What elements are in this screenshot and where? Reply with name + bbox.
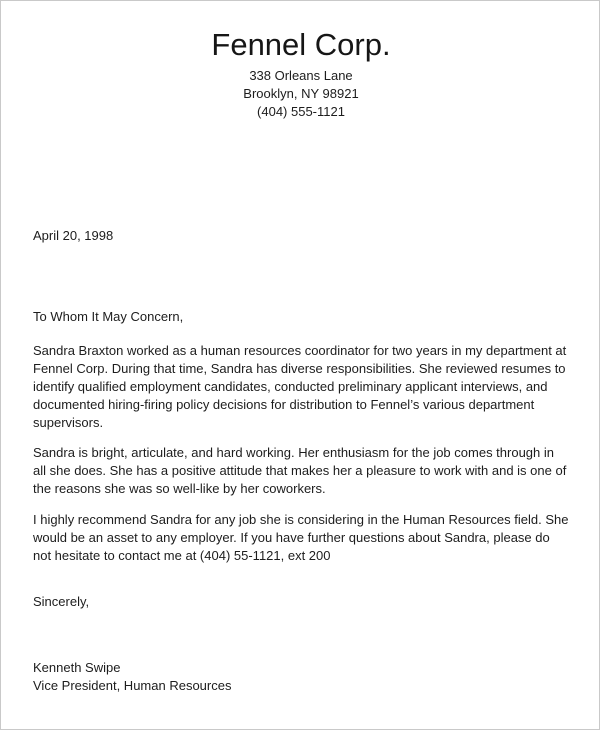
signature-title: Vice President, Human Resources [33,678,232,693]
letter-content [1,1,599,695]
body-paragraph-2: Sandra is bright, articulate, and hard working. Her enthusiasm for the job comes through in all she does. She has a positive attitude that makes her a pleasure to work with and is one of the reasons she was so well-like by her coworkers. [33,445,567,496]
signature-name: Kenneth Swipe [33,660,121,675]
salutation: To Whom It May Concern, [33,309,184,324]
letterhead-phone: (404) 555-1121 [257,104,345,119]
letterhead-address-block [33,67,569,121]
letterhead-street: 338 Orleans Lane [249,68,353,83]
letter-date: April 20, 1998 [33,228,114,243]
closing: Sincerely, [33,594,90,609]
body-paragraph-1: Sandra Braxton worked as a human resources coordinator for two years in my department at Fennel Corp. During that time, Sandra has diverse responsibilities. She reviewed resumes to identify qualified employment candidates, conducted preliminary applicant interviews, and documented hiring-firing policy decisions for distribution to Fennel’s various department supervisors. [33,343,567,430]
company-name: Fennel Corp. [211,27,391,62]
letterhead-city-state-zip: Brooklyn, NY 98921 [243,86,359,101]
body-paragraph-3: I highly recommend Sandra for any job she is considering in the Human Resources field. She would be an asset to any employer. If you have further questions about Sandra, please do not hesitate to contact me at (404) 55-1121, ext 200 [33,512,569,563]
letterhead [33,27,569,121]
